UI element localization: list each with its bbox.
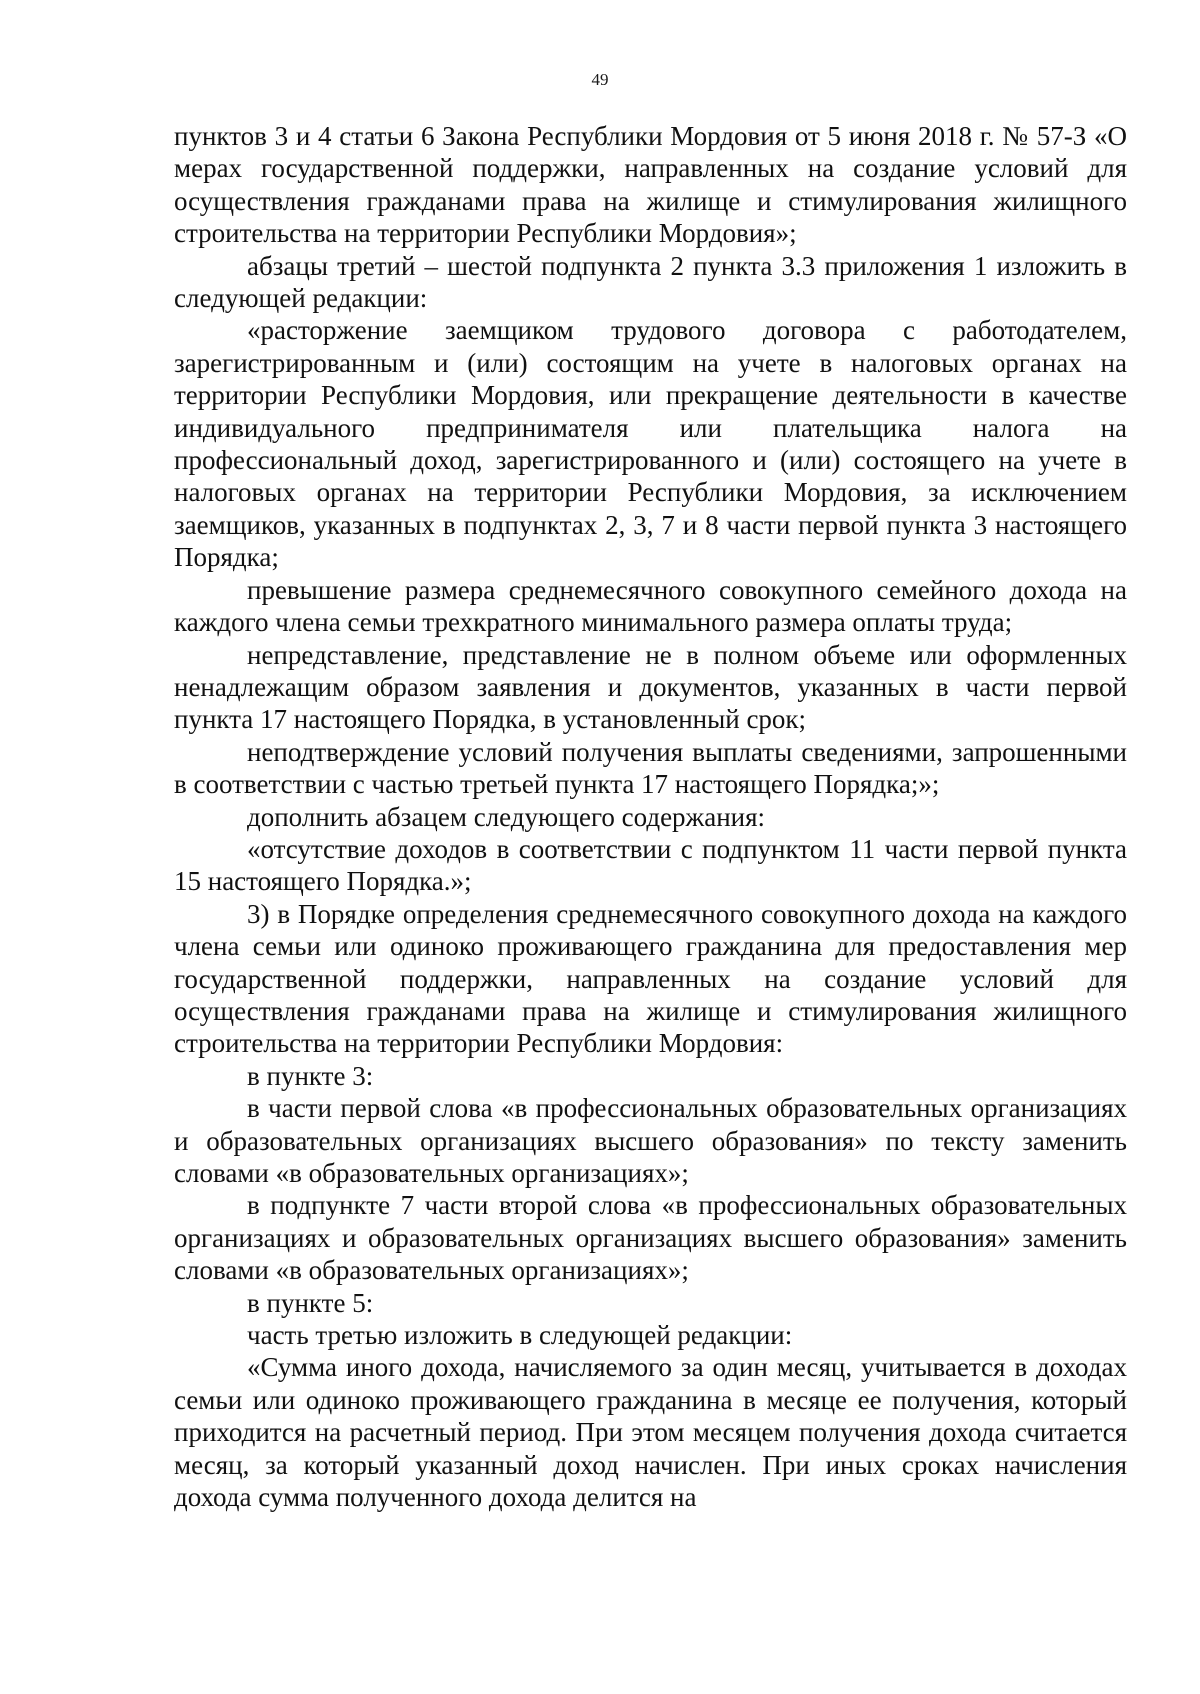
paragraph: 3) в Порядке определения среднемесячного совокупного дохода на каждого члена семьи или одиноко проживающего гражданина для предоставления мер государственной поддержки, направленных на создание условий для осуществления гражданами права на жилище и стимулирования жилищного строительства на территории Республики Мордовия: [174,898,1127,1059]
paragraph: в части первой слова «в профессиональных образовательных организациях и образовательных организациях высшего образования» по тексту заменить словами «в образовательных организациях»; [174,1093,1127,1188]
paragraph: «отсутствие доходов в соответствии с подпунктом 11 части первой пункта 15 настоящего Порядка.»; [174,833,1127,897]
paragraph: абзацы третий – шестой подпункта 2 пункта 3.3 приложения 1 изложить в следующей редакции: [174,250,1127,314]
document-body [174,120,1127,1513]
page-number: 49 [591,70,609,89]
paragraph: пунктов 3 и 4 статьи 6 Закона Республики Мордовия от 5 июня 2018 г. № 57-З «О мерах государственной поддержки, направленных на создание условий для осуществления гражданами права на жилище и стимулирования жилищного строительства на территории Республики Мордовия»; [174,121,1127,249]
paragraph: «расторжение заемщиком трудового договора с работодателем, зарегистрированным и (или) состоящим на учете в налоговых органах на территории Республики Мордовия, или прекращение деятельности в качестве индивидуального предпринимателя или плательщика налога на профессиональный доход, зарегистрированного и (или) состоящего на учете в налоговых органах на территории Республики Мордовия, за исключением заемщиков, указанных в подпунктах 2, 3, 7 и 8 части первой пункта 3 настоящего Порядка; [174,315,1127,573]
paragraph: часть третью изложить в следующей редакции: [247,1320,793,1351]
paragraph: непредставление, представление не в полном объеме или оформленных ненадлежащим образом заявления и документов, указанных в части первой пункта 17 настоящего Порядка, в установленный срок; [174,639,1127,735]
paragraph: в подпункте 7 части второй слова «в профессиональных образовательных организациях и образовательных организациях высшего образования» заменить словами «в образовательных организациях»; [174,1190,1127,1286]
paragraph: превышение размера среднемесячного совокупного семейного дохода на каждого члена семьи трехкратного минимального размера оплаты труда; [174,574,1127,638]
paragraph: в пункте 5: [247,1287,374,1318]
paragraph: дополнить абзацем следующего содержания: [247,801,766,832]
paragraph: «Сумма иного дохода, начисляемого за один месяц, учитывается в доходах семьи или одиноко проживающего гражданина в месяце ее получения, который приходится на расчетный период. При этом месяцем получения дохода считается месяц, за который указанный доход начислен. При иных сроках начисления дохода сумма полученного дохода делится на [174,1352,1127,1513]
paragraph: в пункте 3: [247,1060,374,1091]
paragraph: неподтверждение условий получения выплаты сведениями, запрошенными в соответствии с частью третьей пункта 17 настоящего Порядка;»; [174,736,1127,800]
